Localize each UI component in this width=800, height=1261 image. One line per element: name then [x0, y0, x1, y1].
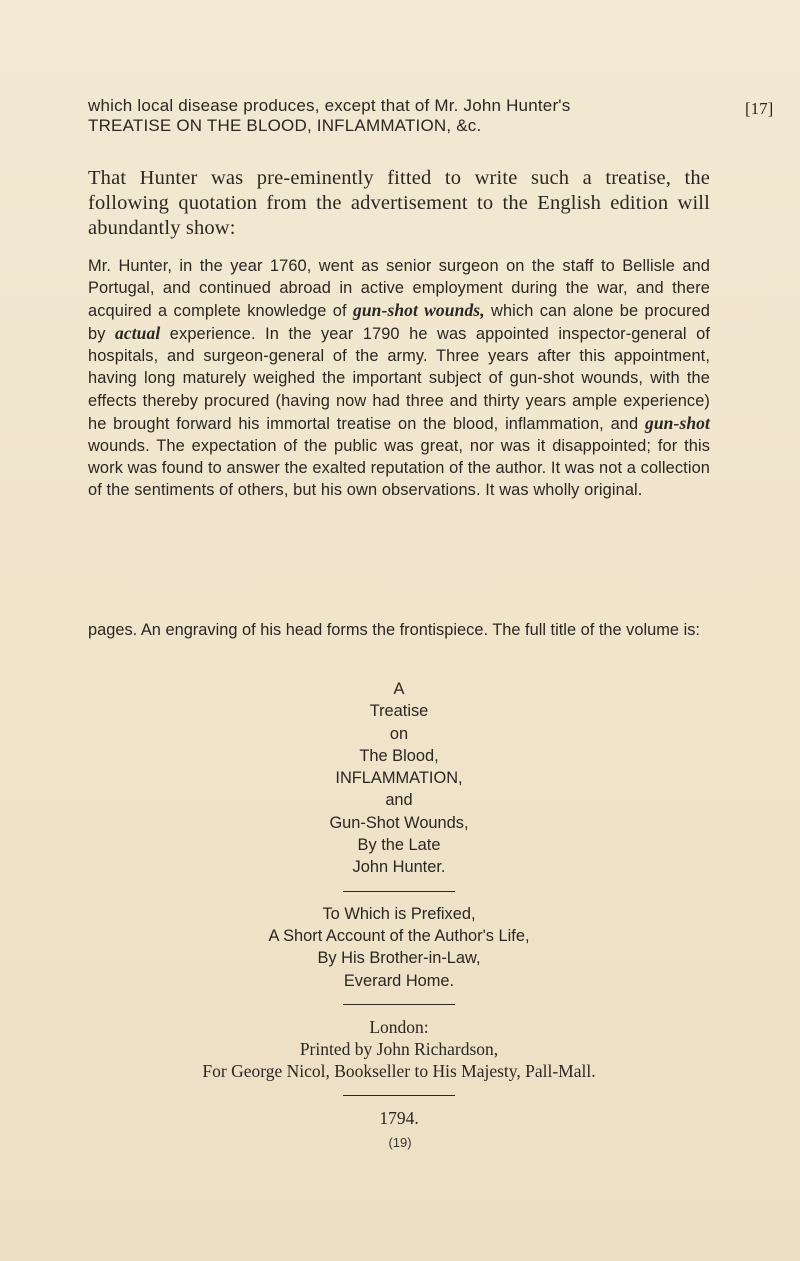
divider-rule — [343, 1095, 455, 1096]
title-page-reproduction — [88, 678, 710, 1129]
title-line: A — [393, 680, 405, 698]
quote-italic-gunshot-wounds: gun-shot wounds, — [353, 300, 485, 321]
title-line: Treatise — [369, 702, 429, 721]
running-header-line-2: TREATISE ON THE BLOOD, INFLAMMATION, &c. — [88, 116, 482, 135]
title-line: Everard Home. — [343, 971, 455, 990]
title-line: By the Late — [357, 836, 441, 855]
running-header-line-1: which local disease produces, except that of Mr. John Hunter's — [88, 96, 571, 115]
title-line: To Which is Prefixed, — [322, 904, 476, 923]
quote-italic-actual: actual — [115, 323, 161, 344]
divider-rule — [343, 891, 455, 892]
title-line: The Blood, — [359, 746, 439, 765]
title-line: on — [389, 724, 409, 743]
divider-rule — [343, 1004, 455, 1005]
title-line: By His Brother-in-Law, — [317, 949, 481, 968]
intro-paragraph: That Hunter was pre-eminently fitted to write such a treatise, the following quotation from the advertisement to the English edition will abundantly show: — [88, 167, 710, 239]
title-line: and — [385, 791, 413, 810]
quotation-paragraph — [88, 255, 710, 501]
page-reference: [17] — [745, 99, 774, 118]
quote-text-3: experience. In the year 1790 he was appointed inspector-general of hospitals, and surgeon-general of the army. Three years after this appointment, having long maturely weighed the important subject of gun-shot wounds, with the effects thereby procured (having now had three and thirty years ample experience) he brought forward his immortal treatise on the blood, inflammation, and — [88, 325, 710, 433]
title-line: John Hunter. — [352, 858, 446, 877]
page-number: (19) — [388, 1135, 412, 1150]
quote-text-1: Mr. Hunter, in the year 1760, went as senior surgeon on the staff to Bellisle and Portugal, and continued abroad in active employment during the war, and there acquired a complete knowledge of — [88, 257, 710, 321]
quote-italic-gunshot: gun-shot — [645, 412, 710, 433]
imprint-line: Printed by John Richardson, — [299, 1039, 499, 1060]
imprint-line: London: — [369, 1016, 429, 1037]
pages-paragraph: pages. An engraving of his head forms the frontispiece. The full title of the volume is: — [88, 621, 700, 639]
imprint-line: For George Nicol, Bookseller to His Majesty, Pall-Mall. — [202, 1061, 596, 1082]
title-line: INFLAMMATION, — [335, 769, 463, 788]
quote-text-2: which can alone be procured by — [88, 302, 711, 344]
imprint-year: 1794. — [379, 1107, 419, 1128]
title-line: Gun-Shot Wounds, — [329, 813, 469, 832]
quote-text-4: wounds. The expectation of the public was great, nor was it disappointed; for this work was found to answer the exalted reputation of the author. It was not a collection of the sentiments of others, but his own observations. It was wholly original. — [88, 436, 710, 499]
title-line: A Short Account of the Author's Life, — [268, 926, 530, 945]
